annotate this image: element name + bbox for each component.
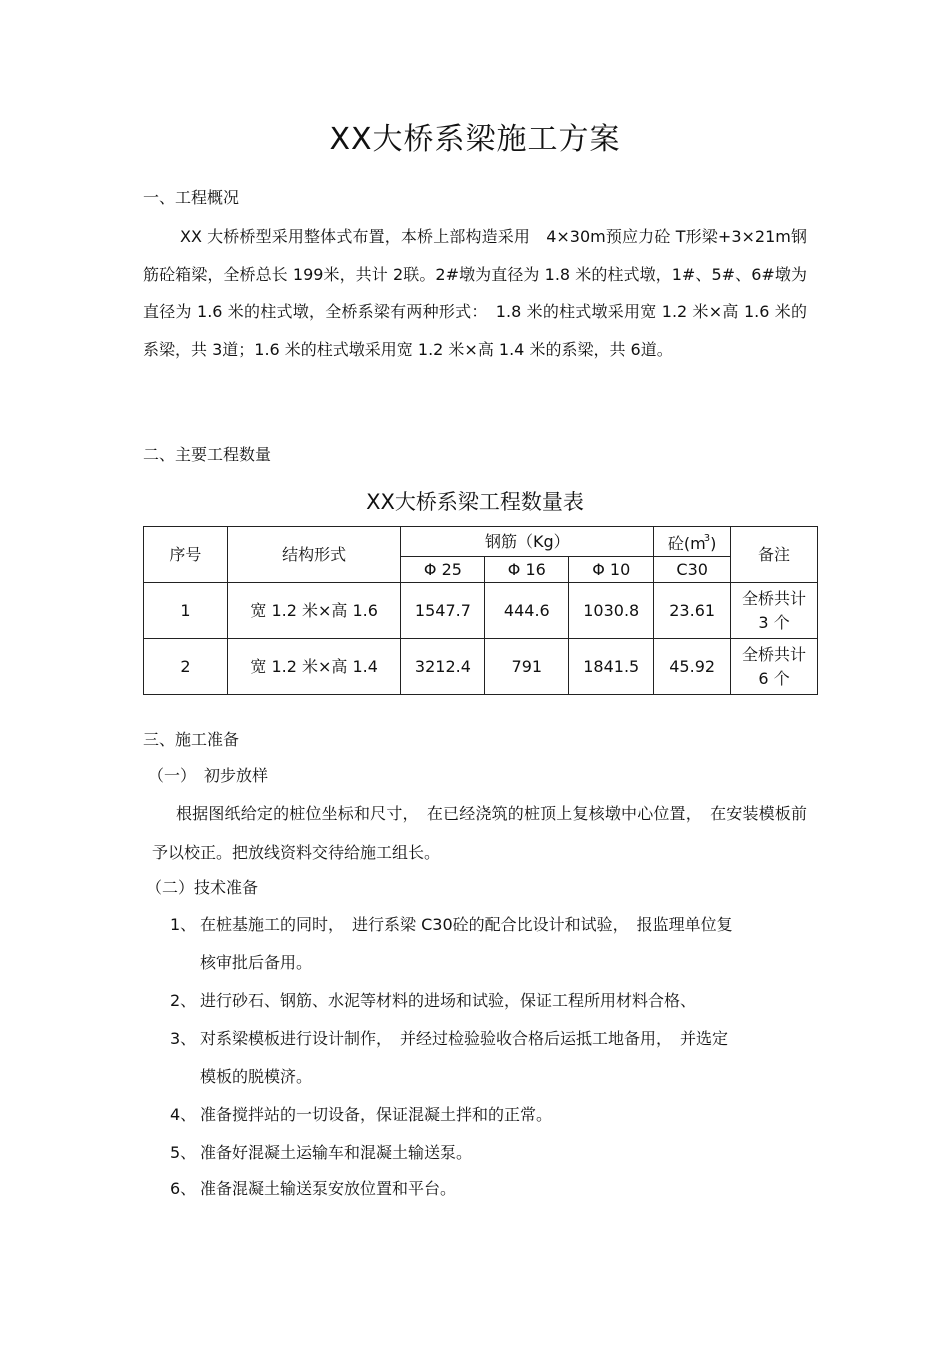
header-c30: C30 [654,557,731,583]
section1-heading: 一、工程概况 [143,188,240,207]
document-title: XX大桥系梁施工方案 [329,122,621,157]
section2-heading: 二、主要工程数量 [143,445,272,464]
header-concrete [654,527,731,557]
list-item [170,982,807,1020]
cell-no: 2 [144,639,228,695]
cell-struct: 宽 1.2 米×高 1.6 [227,583,401,639]
item-number: 3、 [170,1029,197,1048]
list-item [170,1170,807,1208]
item-text: 对系梁模板进行设计制作， 并经过检验验收合格后运抵工地备用， 并选定 [200,1029,729,1048]
item-text: 进行砂石、钢筋、水泥等材料的进场和试验，保证工程所用材料合格、 [200,991,697,1010]
cell-no: 1 [144,583,228,639]
section3-heading: 三、施工准备 [143,730,240,749]
header-concrete-unit: 3 [703,533,711,544]
cell-d10: 1030.8 [569,583,654,639]
item-text-continued: 模板的脱模济。 [200,1067,313,1086]
cell-remark [731,583,818,639]
cell-c30: 23.61 [654,583,731,639]
quantity-table [143,526,818,695]
item-number: 4、 [170,1105,197,1124]
cell-struct: 宽 1.2 米×高 1.4 [227,639,401,695]
cell-d16: 444.6 [485,583,569,639]
list-item [170,906,807,982]
header-no: 序号 [144,527,228,583]
item-number: 5、 [170,1143,197,1162]
list-item [170,1096,807,1134]
header-remark: 备注 [731,527,818,583]
subsection2-heading: （二）技术准备 [146,878,259,897]
list-item [170,1134,807,1172]
header-steel: 钢筋（Kg） [401,527,654,557]
item-text-continued: 核审批后备用。 [200,953,313,972]
section1-paragraph: XX 大桥桥型采用整体式布置，本桥上部构造采用 4×30m预应力砼 T形梁+3×21m钢筋砼箱梁，全桥总长 199米，共计 2联。2#墩为直径为 1.8 米的柱式墩，1#、5#、6#墩为直径为 1.6 米的柱式墩，全桥系梁有两种形式： 1.8 米的柱式墩采用宽 1.2 米×高 1.6 米的系梁，共 3道；1.6 米的柱式墩采用宽 1.2 米×高 1.4 米的系梁，共 6道。 [143,227,807,359]
cell-remark [731,639,818,695]
cell-remark-line2: 3 个 [758,612,790,632]
cell-d25: 1547.7 [401,583,485,639]
item-text: 准备混凝土输送泵安放位置和平台。 [200,1179,457,1198]
cell-d25: 3212.4 [401,639,485,695]
header-d25: Φ 25 [401,557,485,583]
cell-c30: 45.92 [654,639,731,695]
item-number: 2、 [170,991,197,1010]
list-item [170,1020,807,1096]
item-number: 1、 [170,915,197,934]
subsection1-heading: （一） 初步放样 [148,766,269,785]
cell-remark-line2: 6 个 [758,668,790,688]
item-text: 准备好混凝土运输车和混凝土输送泵。 [200,1143,473,1162]
table-row [144,639,818,695]
header-struct: 结构形式 [227,527,401,583]
cell-remark-line1: 全桥共计 [742,644,807,664]
header-concrete-label: 砼(m [667,534,706,553]
header-d10: Φ 10 [569,557,654,583]
item-number: 6、 [170,1179,197,1198]
table-row [144,583,818,639]
header-d16: Φ 16 [485,557,569,583]
item-text: 在桩基施工的同时， 进行系梁 C30砼的配合比设计和试验， 报监理单位复 [200,915,733,934]
cell-d10: 1841.5 [569,639,654,695]
item-text: 准备搅拌站的一切设备，保证混凝土拌和的正常。 [200,1105,553,1124]
cell-remark-line1: 全桥共计 [742,588,807,608]
header-concrete-close: ) [710,534,717,553]
table-title: XX大桥系梁工程数量表 [366,490,584,514]
subsection1-paragraph: 根据图纸给定的桩位坐标和尺寸， 在已经浇筑的桩顶上复核墩中心位置， 在安装模板前予以校正。把放线资料交待给施工组长。 [152,804,807,862]
cell-d16: 791 [485,639,569,695]
